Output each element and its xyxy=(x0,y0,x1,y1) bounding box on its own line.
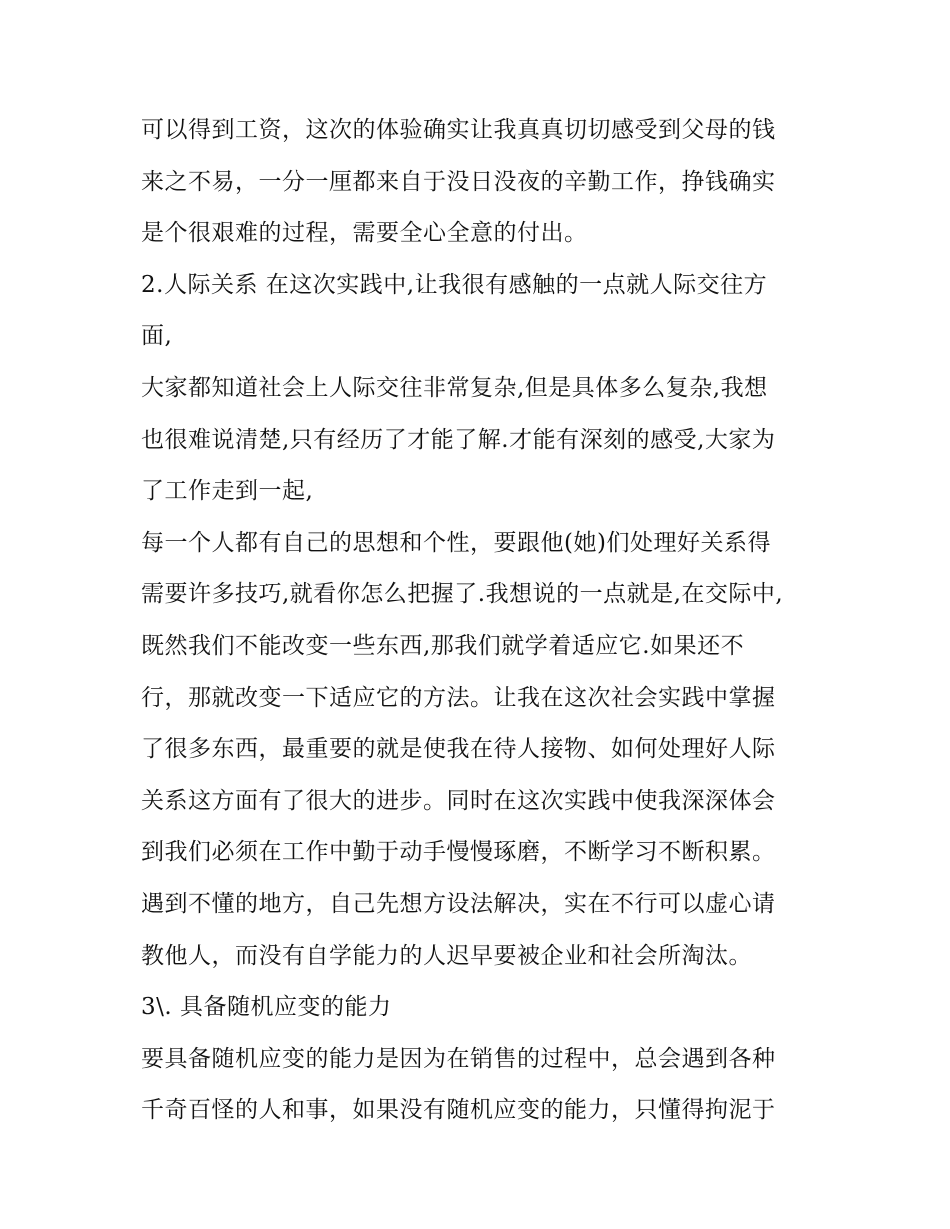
text-line: 了很多东西，最重要的就是使我在待人接物、如何处理好人际 xyxy=(141,736,776,763)
section-heading-interpersonal: 2.人际关系 在这次实践中,让我很有感触的一点就人际交往方 xyxy=(141,271,768,298)
text-line: 也很难说清楚,只有经历了才能了解.才能有深刻的感受,大家为 xyxy=(141,426,776,453)
text-line: 教他人，而没有自学能力的人迟早要被企业和社会所淘汰。 xyxy=(141,942,752,969)
text-line: 可以得到工资，这次的体验确实让我真真切切感受到父母的钱 xyxy=(141,117,776,143)
text-line: 是个很艰难的过程，需要全心全意的付出。 xyxy=(141,220,588,247)
text-line: 既然我们不能改变一些东西,那我们就学着适应它.如果还不 xyxy=(141,632,745,659)
text-line: 行，那就改变一下适应它的方法。让我在这次社会实践中掌握 xyxy=(141,684,776,711)
text-line: 了工作走到一起, xyxy=(141,478,314,505)
text-line: 需要许多技巧,就看你怎么把握了.我想说的一点就是,在交际中, xyxy=(141,581,784,608)
section-heading-adaptability: 3\. 具备随机应变的能力 xyxy=(141,994,392,1021)
text-line: 要具备随机应变的能力是因为在销售的过程中，总会遇到各种 xyxy=(141,1045,776,1072)
text-line: 关系这方面有了很大的进步。同时在这次实践中使我深深体会 xyxy=(141,787,776,814)
text-line: 遇到不懂的地方，自己先想方设法解决，实在不行可以虚心请 xyxy=(141,890,776,917)
text-line: 大家都知道社会上人际交往非常复杂,但是具体多么复杂,我想 xyxy=(141,374,768,401)
text-line: 来之不易，一分一厘都来自于没日没夜的辛勤工作，挣钱确实 xyxy=(141,168,776,195)
text-line: 到我们必须在工作中勤于动手慢慢琢磨，不断学习不断积累。 xyxy=(141,839,776,866)
text-line: 面, xyxy=(141,323,173,350)
text-line: 每一个人都有自己的思想和个性，要跟他(她)们处理好关系得 xyxy=(141,529,771,556)
text-line: 千奇百怪的人和事，如果没有随机应变的能力，只懂得拘泥于 xyxy=(141,1097,776,1124)
body-text xyxy=(141,105,821,1137)
